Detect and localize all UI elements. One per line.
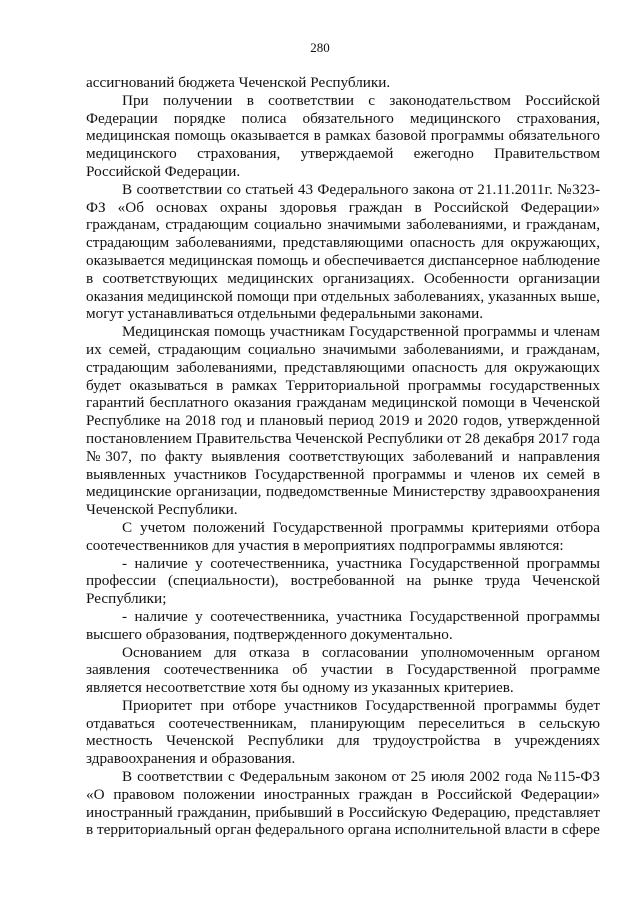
list-item: - наличие у соотечественника, участника Государственной программы профессии (специальности), востребованной на рынке труда Чеченской Республики; — [86, 554, 600, 608]
paragraph: В соответствии с Федеральным законом от 25 июля 2002 года №115-ФЗ «О правовом положении иностранных граждан в Российской Федерации» иностранный гражданин, прибывший в Российскую Федерацию, представляет в территориальный орган федерального органа исполнительной власти в сфере — [86, 768, 600, 839]
paragraph: Приоритет при отборе участников Государственной программы будет отдаваться соотечественникам, планирующим переселиться в сельскую местность Чеченской Республики для трудоустройства в учреждениях здравоохранения и образования. — [86, 696, 600, 768]
paragraph: При получении в соответствии с законодательством Российской Федерации порядке полиса обязательного медицинского страхования, медицинская помощь оказывается в рамках базовой программы обязательного медицинского страхования, утверждаемой ежегодно Правительством Российской Федерации. — [86, 91, 600, 180]
paragraph: С учетом положений Государственной программы критериями отбора соотечественников для участия в мероприятиях подпрограммы являются: — [86, 518, 600, 554]
page-number: 280 — [310, 40, 330, 55]
paragraph: В соответствии со статьей 43 Федерального закона от 21.11.2011г. №323-ФЗ «Об основах охраны здоровья граждан в Российской Федерации» гражданам, страдающим социально значимыми заболеваниями, и гражданам, страдающим заболеваниями, представляющими опасность для окружающих, оказывается медицинская помощь и обеспечивается диспансерное наблюдение в соответствующих медицинских организациях. Особенности организации оказания медицинской помощи при отдельных заболеваниях, указанных выше, могут устанавливаться отдельными федеральными законами. — [86, 180, 600, 323]
paragraph: Основанием для отказа в согласовании уполномоченным органом заявления соотечественника об участии в Государственной программе является несоответствие хотя бы одному из указанных критериев. — [86, 643, 600, 697]
list-item: - наличие у соотечественника, участника Государственной программы высшего образования, подтвержденного документально. — [86, 607, 600, 643]
paragraph: Медицинская помощь участникам Государственной программы и членам их семей, страдающим социально значимыми заболеваниями, и гражданам, страдающим заболеваниями, представляющими опасность для окружающих будет оказываться в рамках Территориальной программы государственных гарантий бесплатного оказания гражданам медицинской помощи в Чеченской Республике на 2018 год и плановый период 2019 и 2020 годов, утвержденной постановлением Правительства Чеченской Республики от 28 декабря 2017 года №307, по факту выявления соответствующих заболеваний и направления выявленных участников Государственной программы и членов их семей в медицинские организации, подведомственные Министерству здравоохранения Чеченской Республики. — [86, 323, 600, 519]
paragraph: ассигнований бюджета Чеченской Республики. — [86, 74, 391, 91]
document-body — [86, 74, 600, 839]
